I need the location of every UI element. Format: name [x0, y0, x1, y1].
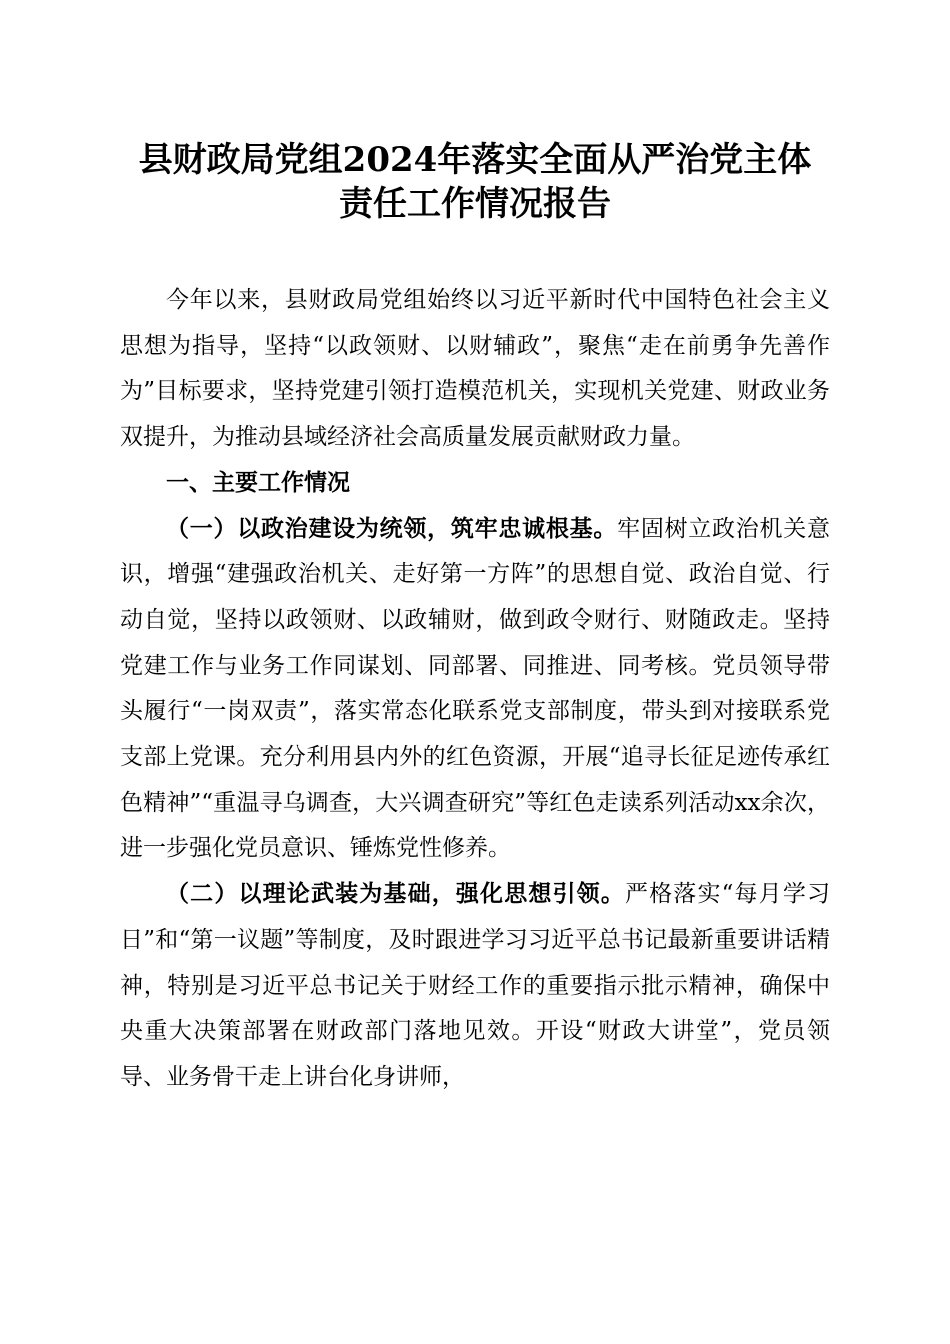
paragraph-2-lead: （二）以理论武装为基础，强化思想引领。	[166, 881, 625, 908]
paragraph-1	[120, 507, 830, 873]
intro-paragraph: 今年以来，县财政局党组始终以习近平新时代中国特色社会主义思想为指导，坚持“以政领财、以财辅政”，聚焦“走在前勇争先善作为”目标要求，坚持党建引领打造模范机关，实现机关党建、财政业务双提升，为推动县域经济社会高质量发展贡献财政力量。	[120, 287, 830, 451]
paragraph-1-body: 牢固树立政治机关意识，增强“建强政治机关、走好第一方阵”的思想自觉、政治自觉、行动自觉，坚持以政领财、以政辅财，做到政令财行、财随政走。坚持党建工作与业务工作同谋划、同部署、同推进、同考核。党员领导带头履行“一岗双责”，落实常态化联系党支部制度，带头到对接联系党支部上党课。充分利用县内外的红色资源，开展“追寻长征足迹传承红色精神”“重温寻乌调查，大兴调查研究”等红色走读系列活动xx余次，进一步强化党员意识、锤炼党性修养。	[120, 515, 831, 862]
document-title-line-1: 县财政局党组2024年落实全面从严治党主体	[138, 140, 812, 180]
paragraph-2-body: 严格落实“每月学习日”和“第一议题”等制度，及时跟进学习习近平总书记最新重要讲话精神，特别是习近平总书记关于财经工作的重要指示批示精神，确保中央重大决策部署在财政部门落地见效。开设“财政大讲堂”，党员领导、业务骨干走上讲台化身讲师，	[120, 881, 830, 1090]
paragraph-2	[120, 872, 830, 1101]
document-body	[120, 278, 830, 1101]
document-title-line-2: 责任工作情况报告	[339, 184, 611, 224]
section-heading: 一、主要工作情况	[166, 469, 350, 496]
paragraph-1-lead: （一）以政治建设为统领，筑牢忠诚根基。	[166, 515, 618, 542]
